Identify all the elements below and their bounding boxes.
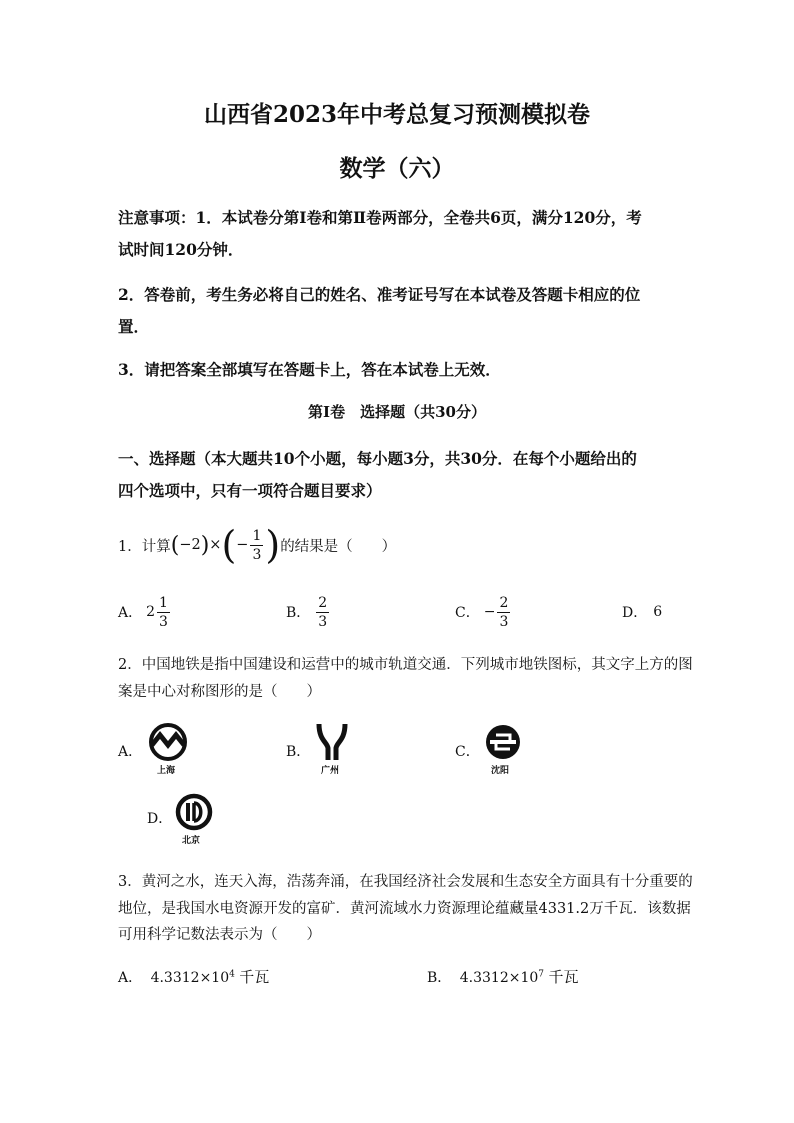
section-instruction-b: 四个选项中，只有一项符合题目要求） — [118, 481, 382, 500]
q2-option-c-city: 沈阳 — [491, 766, 510, 776]
option-fraction: $\frac{2}{3}$ — [318, 594, 328, 630]
option-exponent: 7 — [538, 969, 545, 980]
option-fraction: $\frac{2}{3}$ — [499, 594, 509, 630]
q3-line-a: 3．黄河之水，连天入海，浩荡奔涌，在我国经济社会发展和生态安全方面具有十分重要的 — [118, 874, 693, 890]
option-value: 6 — [653, 604, 663, 620]
q2-option-b-label[interactable]: B． — [286, 744, 311, 760]
beijing-metro-logo-icon[interactable] — [175, 793, 213, 831]
option-label: A． — [118, 605, 143, 621]
q1-prefix: 1．计算 — [118, 538, 171, 555]
left-paren-icon: ( — [170, 532, 180, 558]
q2-option-a-city: 上海 — [157, 766, 176, 776]
q1-neg2: −2 — [179, 537, 201, 553]
option-base: 4.3312×10 — [150, 970, 230, 986]
q1-minus: − — [236, 537, 249, 553]
notes-line-2b: 置． — [118, 317, 150, 336]
page-subtitle: 数学（六） — [339, 155, 455, 182]
right-paren-icon: ) — [200, 532, 210, 558]
option-unit: 千瓦 — [548, 968, 579, 986]
option-label: D． — [622, 605, 648, 621]
option-exponent: 4 — [229, 969, 235, 980]
page-title: 山西省2023年中考总复习预测模拟卷 — [203, 101, 590, 128]
q3-line-b: 地位，是我国水电资源开发的富矿．黄河流域水力资源理论蕴藏量4331.2万千瓦．该数据 — [118, 901, 691, 917]
notes-line-1a: 注意事项：1．本试卷分第Ⅰ卷和第Ⅱ卷两部分，全卷共6页，满分120分，考 — [118, 208, 642, 227]
q1-times: × — [209, 537, 222, 553]
option-label: B． — [427, 970, 452, 986]
guangzhou-metro-logo-icon[interactable] — [315, 722, 349, 762]
option-sign: − — [483, 604, 496, 620]
option-unit: 千瓦 — [239, 968, 270, 986]
option-whole: 2 — [146, 604, 156, 620]
notes-line-1b: 试时间120分钟． — [118, 240, 244, 259]
right-big-paren-icon: ) — [265, 523, 281, 567]
q1-option-a[interactable] — [118, 590, 172, 634]
q2-line-a: 2．中国地铁是指中国建设和运营中的城市轨道交通．下列城市地铁图标，其文字上方的图 — [118, 657, 693, 673]
q1-option-d[interactable] — [622, 590, 662, 634]
option-label: A． — [118, 970, 143, 986]
q1-fraction: $\frac{1}{3}$ — [252, 527, 262, 563]
q1-suffix: 的结果是（ ） — [280, 538, 397, 555]
option-fraction: $\frac{1}{3}$ — [159, 594, 168, 630]
option-base: 4.3312×10 — [459, 970, 539, 986]
q2-option-a-label[interactable]: A． — [118, 744, 143, 760]
q2-option-c-label[interactable]: C． — [455, 744, 480, 760]
option-label: B． — [286, 605, 311, 621]
q3-option-b[interactable] — [427, 966, 578, 987]
section-heading: 第Ⅰ卷 选择题（共30分） — [308, 403, 486, 421]
q1-option-b[interactable] — [286, 590, 331, 634]
option-label: C． — [455, 605, 480, 621]
q1-option-c[interactable] — [455, 590, 512, 634]
q3-line-c: 可用科学记数法表示为（ ） — [118, 927, 321, 943]
q2-line-b: 案是中心对称图形的是（ ） — [118, 684, 321, 700]
q2-option-d-label[interactable]: D． — [147, 811, 173, 827]
q3-option-a[interactable] — [118, 966, 269, 987]
q2-option-b-city: 广州 — [321, 766, 340, 776]
notes-line-3: 3．请把答案全部填写在答题卡上，答在本试卷上无效． — [118, 360, 501, 379]
notes-line-2a: 2．答卷前，考生务必将自己的姓名、准考证号写在本试卷及答题卡相应的位 — [118, 285, 641, 304]
q2-option-d-city: 北京 — [182, 836, 201, 846]
shanghai-metro-logo-icon[interactable] — [149, 723, 187, 761]
question-1 — [118, 522, 396, 568]
left-big-paren-icon: ( — [221, 523, 237, 567]
shenyang-metro-logo-icon[interactable] — [484, 723, 522, 761]
section-instruction-a: 一、选择题（本大题共10个小题，每小题3分，共30分．在每个小题给出的 — [118, 449, 637, 468]
